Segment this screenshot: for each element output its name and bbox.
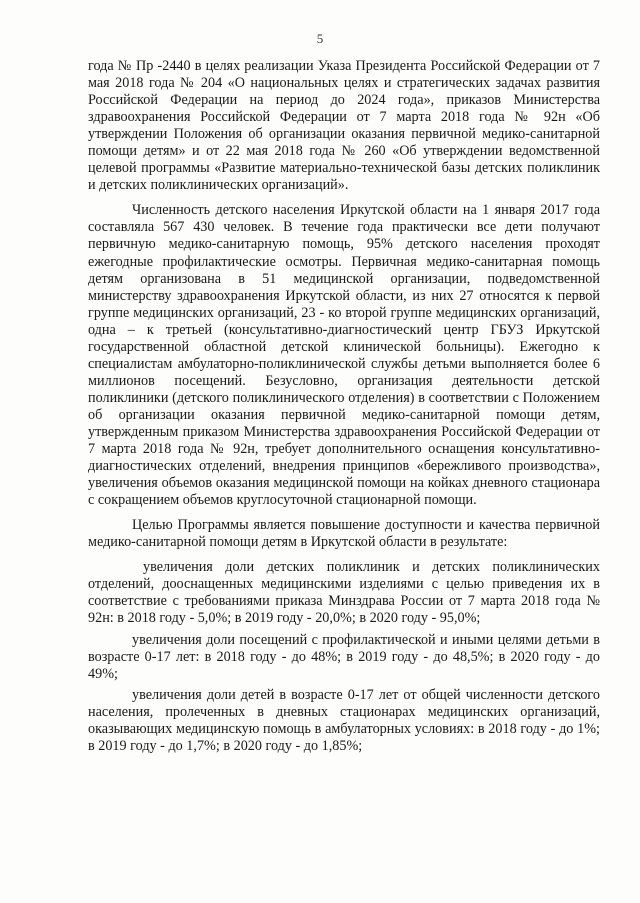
document-body (88, 58, 600, 755)
list-item-preventive-visits: увеличения доли посещений с профилактической и иными целями детьми в возрасте 0-17 лет: в 2018 году - до 48%; в 2019 году - до 48,5%; в 2020 году - до 49%; (88, 631, 600, 682)
paragraph-program-goal: Целью Программы является повышение доступности и качества первичной медико-санитарной помощи детям в Иркутской области в результате: (88, 517, 600, 551)
paragraph-population: Численность детского населения Иркутской области на 1 января 2017 года составляла 567 430 человек. В течение года практически все дети получают первичную медико-санитарную помощь, 95% детского населения проходят ежегодные профилактические осмотры. Первичная медико-санитарная помощь детям организована в 51 медицинской организации, подведомственной министерству здравоохранения Иркутской области, из них 27 относятся к первой группе медицинских организаций, 23 - ко второй группе медицинских организаций, одна – к третьей (консультативно-диагностический центр ГБУЗ Иркутской государственной областной детской клинической больницы). Ежегодно к специалистам амбулаторно-поликлинической службы детьми выполняется более 6 миллионов посещений. Безусловно, организация деятельности детской поликлиники (детского поликлинического отделения) в соответствии с Положением об организации оказания первичной медико-санитарной помощи детям, утвержденным приказом Министерства здравоохранения Российской Федерации от 7 марта 2018 года № 92н, требует дополнительного оснащения консультативно-диагностических отделений, внедрения принципов «бережливого производства», увеличения объемов оказания медицинской помощи на койках дневного стационара с сокращением объемов круглосуточной стационарной помощи. (88, 202, 600, 509)
paragraph-continuation: года № Пр -2440 в целях реализации Указа Президента Российской Федерации от 7 мая 2018 года № 204 «О национальных целях и стратегических задачах развития Российской Федерации на период до 2024 года», приказов Министерства здравоохранения Российской Федерации от 7 марта 2018 года № 92н «Об утверждении Положения об организации оказания первичной медико-санитарной помощи детям» и от 22 мая 2018 года № 260 «Об утверждении ведомственной целевой программы «Развитие материально-технической базы детских поликлиник и детских поликлинических организаций». (88, 58, 600, 194)
list-item-day-hospital: увеличения доли детей в возрасте 0-17 лет от общей численности детского населения, пролеченных в дневных стационарах медицинских организаций, оказывающих медицинскую помощь в амбулаторных условиях: в 2018 году - до 1%; в 2019 году - до 1,7%; в 2020 году - до 1,85%; (88, 686, 600, 754)
page-number: 5 (316, 31, 324, 46)
list-item-equipment-share: увеличения доли детских поликлиник и детских поликлинических отделений, дооснащенных медицинскими изделиями с целью приведения их в соответствие с требованиями приказа Минздрава России от 7 марта 2018 года № 92н: в 2018 году - 5,0%; в 2019 году - 20,0%; в 2020 году - 95,0%; (88, 559, 600, 627)
